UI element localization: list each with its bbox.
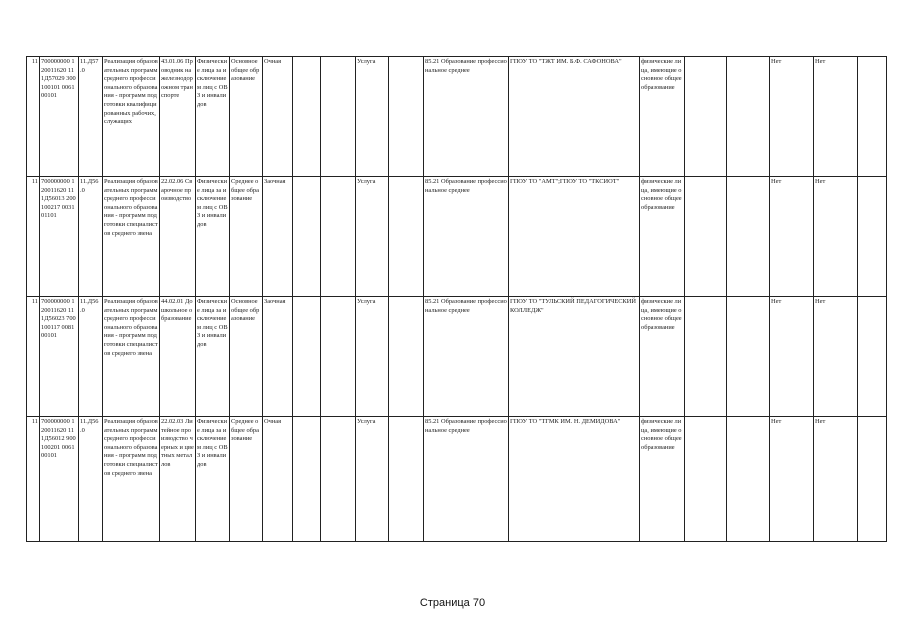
empty-cell (685, 177, 727, 297)
empty-cell (685, 297, 727, 417)
study-form-cell: Заочная (263, 297, 293, 417)
table-row (27, 57, 887, 177)
empty-cell (858, 417, 887, 542)
table-row (27, 297, 887, 417)
empty-cell (727, 297, 770, 417)
service-name-cell: Реализация образовательных программ среднего профессионального образования - программ подготовки специалистов среднего звена (103, 297, 160, 417)
table-row (27, 417, 887, 542)
education-level-cell: Основное общее образование (230, 57, 263, 177)
empty-cell (389, 297, 424, 417)
empty-cell (321, 57, 356, 177)
empty-cell (293, 297, 321, 417)
study-form-cell: Очная (263, 57, 293, 177)
empty-cell (727, 417, 770, 542)
basis-code-cell: 11.Д56 .0 (79, 417, 103, 542)
flag-cell: Нет (814, 57, 858, 177)
row-number-cell: 11 (27, 417, 40, 542)
specialty-cell: 22.02.03 Литейное производство черных и цветных металлов (160, 417, 196, 542)
empty-cell (685, 57, 727, 177)
empty-cell (389, 57, 424, 177)
consumer-category-cell: Физические лица за исключением лиц с ОВЗ и инвалидов (196, 417, 230, 542)
consumer-category-cell: Физические лица за исключением лиц с ОВЗ и инвалидов (196, 177, 230, 297)
registry-code-cell: 700000000 120011620 111Д56023 700100117 008100101 (40, 297, 79, 417)
education-level-cell: Среднее общее образование (230, 177, 263, 297)
flag-cell: Нет (814, 177, 858, 297)
specialty-cell: 43.01.06 Проводник на железнодорожном транспорте (160, 57, 196, 177)
flag-cell: Нет (770, 177, 814, 297)
flag-cell: Нет (814, 417, 858, 542)
basis-code-cell: 11.Д57 .0 (79, 57, 103, 177)
study-form-cell: Очная (263, 417, 293, 542)
flag-cell: Нет (814, 297, 858, 417)
empty-cell (858, 297, 887, 417)
okved-cell: 85.21 Образование профессиональное среднее (424, 417, 509, 542)
education-level-cell: Среднее общее образование (230, 417, 263, 542)
okved-cell: 85.21 Образование профессиональное среднее (424, 57, 509, 177)
provider-cell: ГПОУ ТО "ТЖТ ИМ. Б.Ф. САФОНОВА" (509, 57, 640, 177)
consumers-cell: физические лица, имеющие основное общее образование (640, 177, 685, 297)
page-number: Страница 70 (419, 597, 486, 609)
empty-cell (858, 177, 887, 297)
registry-code-cell: 700000000 120011620 111Д56012 900100201 006100101 (40, 417, 79, 542)
registry-code-cell: 700000000 120011620 111Д57029 300100101 006100101 (40, 57, 79, 177)
empty-cell (389, 417, 424, 542)
provider-cell: ГПОУ ТО "АМТ";ГПОУ ТО "ТКСИОТ" (509, 177, 640, 297)
basis-code-cell: 11.Д56 .0 (79, 177, 103, 297)
service-name-cell: Реализация образовательных программ среднего профессионального образования - программ подготовки квалифицированных рабочих, служащих (103, 57, 160, 177)
flag-cell: Нет (770, 297, 814, 417)
empty-cell (293, 57, 321, 177)
study-form-cell: Заочная (263, 177, 293, 297)
service-type-cell: Услуга (356, 57, 389, 177)
flag-cell: Нет (770, 57, 814, 177)
consumers-cell: физические лица, имеющие основное общее образование (640, 417, 685, 542)
table-row (27, 177, 887, 297)
empty-cell (727, 57, 770, 177)
service-name-cell: Реализация образовательных программ среднего профессионального образования - программ подготовки специалистов среднего звена (103, 417, 160, 542)
specialty-cell: 22.02.06 Сварочное производство (160, 177, 196, 297)
empty-cell (321, 297, 356, 417)
services-register-table (26, 56, 887, 542)
flag-cell: Нет (770, 417, 814, 542)
service-name-cell: Реализация образовательных программ среднего профессионального образования - программ подготовки специалистов среднего звена (103, 177, 160, 297)
empty-cell (685, 417, 727, 542)
education-level-cell: Основное общее образование (230, 297, 263, 417)
row-number-cell: 11 (27, 177, 40, 297)
consumers-cell: физические лица, имеющие основное общее образование (640, 297, 685, 417)
service-type-cell: Услуга (356, 297, 389, 417)
registry-code-cell: 700000000 120011620 111Д56013 200100217 003101101 (40, 177, 79, 297)
provider-cell: ГПОУ ТО "ТУЛЬСКИЙ ПЕДАГОГИЧЕСКИЙ КОЛЛЕДЖ" (509, 297, 640, 417)
basis-code-cell: 11.Д56 .0 (79, 297, 103, 417)
empty-cell (293, 417, 321, 542)
okved-cell: 85.21 Образование профессиональное среднее (424, 297, 509, 417)
empty-cell (389, 177, 424, 297)
service-type-cell: Услуга (356, 417, 389, 542)
row-number-cell: 11 (27, 297, 40, 417)
empty-cell (321, 177, 356, 297)
okved-cell: 85.21 Образование профессиональное среднее (424, 177, 509, 297)
empty-cell (293, 177, 321, 297)
consumers-cell: физические лица, имеющие основное общее образование (640, 57, 685, 177)
empty-cell (727, 177, 770, 297)
empty-cell (858, 57, 887, 177)
specialty-cell: 44.02.01 Дошкольное образование (160, 297, 196, 417)
row-number-cell: 11 (27, 57, 40, 177)
empty-cell (321, 417, 356, 542)
consumer-category-cell: Физические лица за исключением лиц с ОВЗ и инвалидов (196, 57, 230, 177)
consumer-category-cell: Физические лица за исключением лиц с ОВЗ и инвалидов (196, 297, 230, 417)
service-type-cell: Услуга (356, 177, 389, 297)
provider-cell: ГПОУ ТО "ТГМК ИМ. Н. ДЕМИДОВА" (509, 417, 640, 542)
